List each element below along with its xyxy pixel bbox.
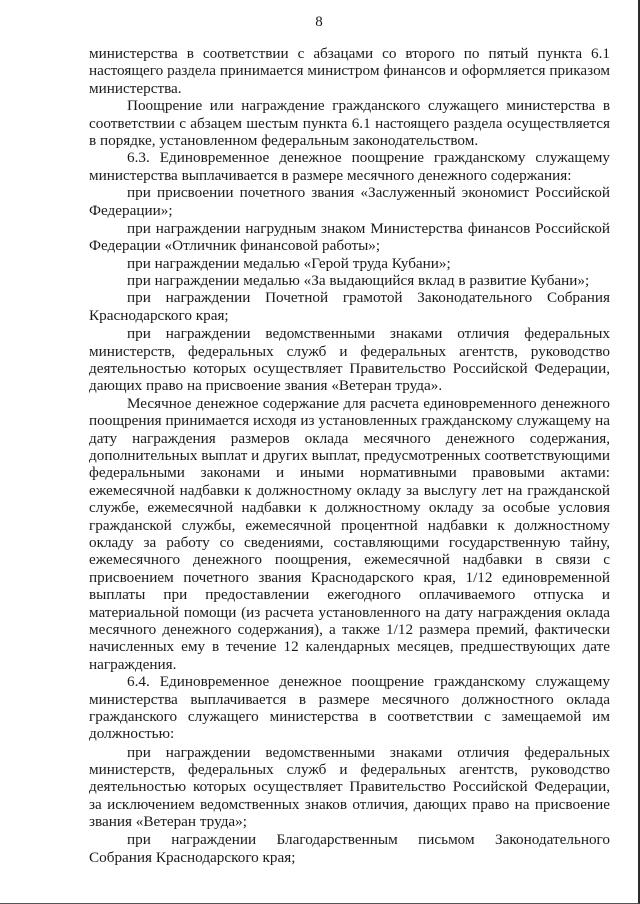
paragraph-6-4-intro: 6.4. Единовременное денежное поощрение гражданскому служащему министерства выплачивается в размере месячного должностного оклада гражданского служащего министерства в соответствии с замещаемой им должностью:	[89, 673, 610, 743]
paragraph-monthly-salary-calc: Месячное денежное содержание для расчета единовременного денежного поощрения принимается исходя из установленных гражданскому служащему на дату награждения размеров оклада месячного денежного содержания, дополнительных выплат и других выплат, предусмотренных соответствующими федеральными законами и иными нормативными правовыми актами: ежемесячной надбавки к должностному окладу за выслугу лет на гражданской службе, ежемесячной надбавки к должностному окладу за особые условия гражданской службы, ежемесячной процентной надбавки к должностному окладу за работу со сведениями, составляющими государственную тайну, ежемесячного денежного поощрения, ежемесячной надбавки в связи с присвоением почетного звания Краснодарского края, 1/12 единовременной выплаты при предоставлении ежегодного оплачиваемого отпуска и материальной помощи (из расчета установленного на дату награждения оклада месячного денежного содержания), а также 1/12 размера премий, фактически начисленных ему в течение 12 календарных месяцев, предшествующих дате награждения.	[89, 394, 610, 673]
paragraph-6-3-item-economist: при присвоении почетного звания «Заслуженный экономист Российской Федерации»;	[89, 184, 610, 219]
paragraph-award-procedure: Поощрение или награждение гражданского служащего министерства в соответствии с абзацем шестым пункта 6.1 настоящего раздела осуществляется в порядке, установленном федеральным законодательством.	[89, 97, 610, 150]
paragraph-6-3-item-badge: при награждении нагрудным знаком Министерства финансов Российской Федерации «Отличник финансовой работы»;	[89, 219, 610, 255]
paragraph-6-3-item-contribution-medal: при награждении медалью «За выдающийся вклад в развитие Кубани»;	[127, 272, 590, 290]
paragraph-6-4-item-departmental-insignia: при награждении ведомственными знаками отличия федеральных министерств, федеральных служб и федеральных агентств, руководство деятельностью которых осуществляет Правительство Российской Федерации, за исключением ведомственных знаков отличия, дающих право на присвоение звания «Ветеран труда»;	[89, 743, 610, 831]
paragraph-6-3-item-departmental-insignia: при награждении ведомственными знаками отличия федеральных министерств, федеральных служб и федеральных агентств, руководство деятельностью которых осуществляет Правительство Российской Федерации, дающих право на присвоение звания «Ветеран труда».	[89, 325, 610, 395]
paragraph-6-3-item-certificate: при награждении Почетной грамотой Законодательного Собрания Краснодарского края;	[89, 289, 610, 324]
paragraph-6-3-item-hero-medal: при награждении медалью «Герой труда Кубани»;	[127, 254, 451, 272]
paragraph-6-4-item-letter: при награждении Благодарственным письмом Законодательного Собрания Краснодарского края;	[89, 831, 610, 866]
paragraph-continuation: министерства в соответствии с абзацами со второго по пятый пункта 6.1 настоящего раздела принимается министром финансов и оформляется приказом министерства.	[89, 45, 610, 97]
paragraph-6-3-intro: 6.3. Единовременное денежное поощрение гражданскому служащему министерства выплачивается в размере месячного денежного содержания:	[89, 149, 610, 184]
document-body	[89, 45, 610, 866]
page-number: 8	[315, 14, 323, 30]
